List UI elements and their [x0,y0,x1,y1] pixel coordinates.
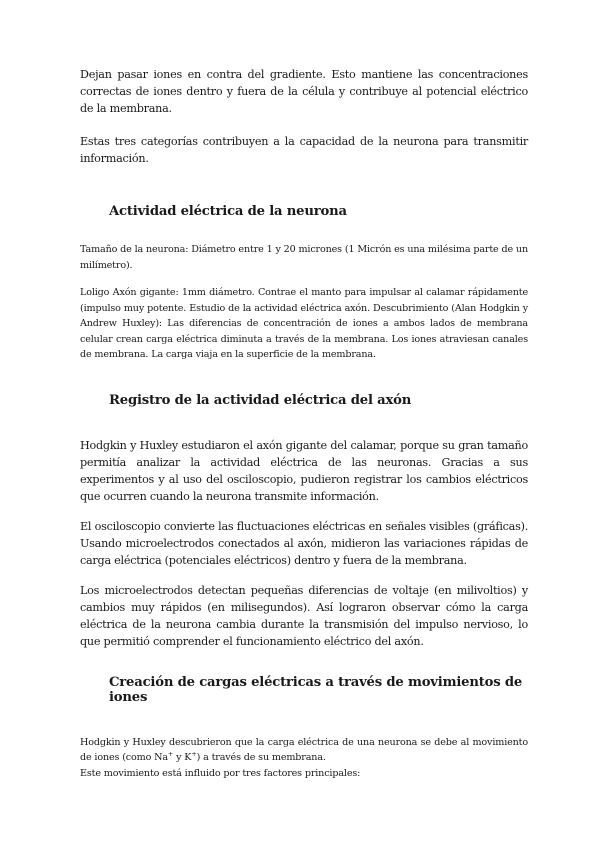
section2-paragraph-1: Hodgkin y Huxley estudiaron el axón gigante del calamar, porque su gran tamaño permitía analizar la actividad eléctrica de las neuronas. Gracias a sus experimentos y al uso del osciloscopio, pudieron registrar los cambios eléctricos que ocurren cuando la neurona transmite información. [80,438,528,503]
section2-paragraph-2: El osciloscopio convierte las fluctuaciones eléctricas en señales visibles (gráficas). Usando microelectrodos conectados al axón, midieron las variaciones rápidas de carga eléctrica (potenciales eléctricos) dentro y fuera de la membrana. [80,519,528,567]
section-title-actividad-electrica: Actividad eléctrica de la neurona [109,204,347,219]
document-page [80,66,528,781]
section1-paragraph-1: Tamaño de la neurona: Diámetro entre 1 y 20 micrones (1 Micrón es una milésima parte de un milímetro). [80,244,528,271]
section3-paragraph-2: Este movimiento está influido por tres factores principales: [80,767,361,779]
section3-text-part-1: Hodgkin y Huxley descubrieron que la carga eléctrica de una neurona se debe al movimiento de iones (como Na [80,736,528,763]
section3-text-part-3: ) a través de su membrana. [196,752,326,763]
section1-paragraph-2: Loligo Axón gigante: 1mm diámetro. Contrae el manto para impulsar al calamar rápidamente (impulso muy potente. Estudio de la actividad eléctrica axón. Descubrimiento (Alan Hodgkin y Andrew Huxley): Las diferencias de concentración de iones a ambos lados de membrana celular crean carga eléctrica diminuta a través de la membrana. Los iones atraviesan canales de membrana. La carga viaja en la superficie de la membrana. [80,287,528,360]
intro-paragraph-2: Estas tres categorías contribuyen a la capacidad de la neurona para transmitir información. [80,135,528,165]
section-title-registro-axon: Registro de la actividad eléctrica del axón [109,392,412,408]
potassium-charge: + [191,749,197,758]
section2-paragraph-3: Los microelectrodos detectan pequeñas diferencias de voltaje (en milivoltios) y cambios muy rápidos (en milisegundos). Así lograron observar cómo la carga eléctrica de la neurona cambia durante la transmisión del impulso nervioso, lo que permitió comprender el funcionamiento eléctrico del axón. [80,583,528,648]
sodium-charge: + [167,749,174,758]
section3-paragraph-1 [80,735,528,766]
intro-paragraph-1: Dejan pasar iones en contra del gradiente. Esto mantiene las concentraciones correctas de iones dentro y fuera de la célula y contribuye al potencial eléctrico de la membrana. [80,68,528,115]
section-title-cargas-iones: Creación de cargas eléctricas a través de movimientos de iones [109,674,523,705]
section3-text-part-2: y K [173,752,192,763]
